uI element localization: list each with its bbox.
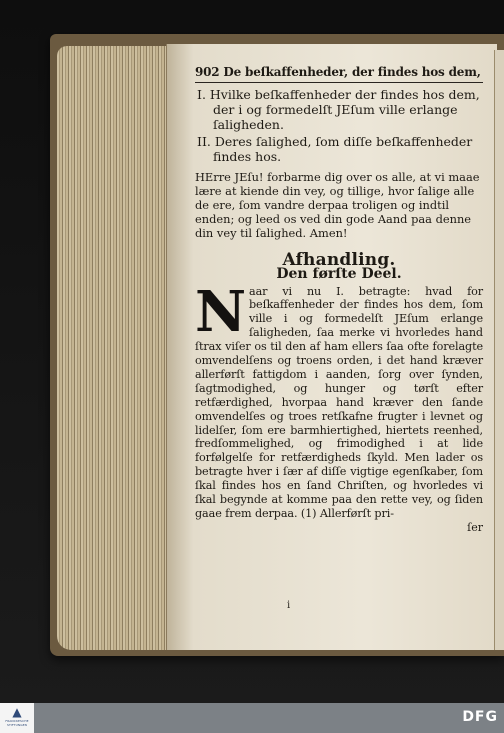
catchword: ſer [467,520,483,534]
page-text [195,66,483,534]
signature-mark: i [287,600,291,611]
logo-icon: ▲ [12,705,22,719]
institution-logo[interactable] [0,703,34,733]
opening-prayer: HErre JEſu! forbarme dig over os alle, at vi maae lære at kiende din vey, og tillige, hvor ſalige alle de ere, ſom vandre derpaa troligen og indtil enden; og leed os ved din gode Aand paa denne din vey til ſalighed. Amen! [195,169,480,240]
question-one: I. Hvilke beſkaffenheder der findes hos dem, der i og formedelſt JEſum ville erlange ſaligheden. [197,86,480,132]
dfg-logo[interactable]: DFG [462,709,498,725]
body-text: aar vi nu I. betragte: hvad for beſkaffenheder der findes hos dem, ſom ville i og formedelſt JEſum erlange ſaligheden, ſaa merke vi hvorledes hand ſtrax viſer os til den af ham ellers ſaa ofte forelagte omvendelſens og troens orden, i det hand kræver allerførſt fattigdom i aanden, ſorg over ſynden, ſagtmodighed, og hunger og tørſt efter retfærdighed, hvorpaa hand kræver den ſande omvendelſes og troes retſkafne frugter i levnet og lidelſer, ſom ere barmhiertighed, hiertets reenhed, fredſommelighed, og frimodighed i at lide forfølgelſe for retfærdigheds ſkyld. Men lader os betragte hver i ſær af diſſe vigtige egenſkaber, ſom ſkal findes hos en ſand Chriſten, og hvorledes vi ſkal begynde at komme paa den rette vey, og ſiden gaae frem derpaa. (1) Allerførſt pri- [195,284,483,520]
part-title: Den førſte Deel. [276,266,402,282]
viewer-footer-bar [0,703,504,733]
facing-page-edge [494,50,504,650]
running-head: 902 De beſkaffenheder, der findes hos dem, [195,66,483,83]
question-two: II. Deres ſalighed, ſom diſſe beſkaffenheder findes hos. [197,133,473,164]
body-paragraph [195,278,483,521]
page-block-edge [57,46,167,650]
section-title: Afhandling. [282,249,396,270]
drop-capital: N [195,278,247,345]
logo-label: FRANCKESCHE STIFTUNGEN [5,719,29,727]
